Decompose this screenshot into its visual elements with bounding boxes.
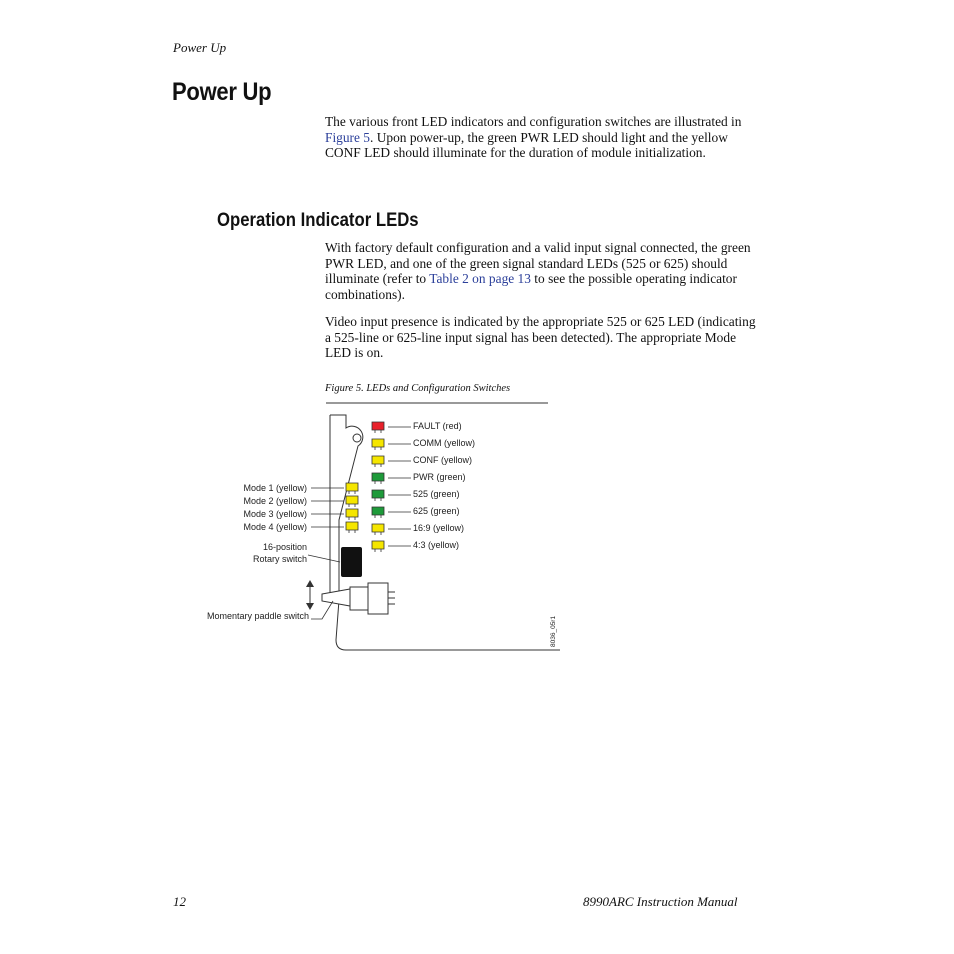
- led-label: 4:3 (yellow): [413, 540, 460, 550]
- figure-5-link[interactable]: Figure 5: [325, 129, 371, 145]
- led-7-icon: [372, 524, 384, 535]
- led-label: 525 (green): [413, 489, 460, 499]
- mode-label: Mode 3 (yellow): [243, 509, 307, 519]
- subsection-title: Operation Indicator LEDs: [217, 210, 419, 231]
- led-label: FAULT (red): [413, 421, 462, 431]
- led-1-icon: [372, 422, 384, 433]
- mounting-hole: [353, 434, 361, 442]
- paddle-switch[interactable]: [322, 583, 395, 614]
- paddle-label: Momentary paddle switch: [206, 611, 309, 621]
- led-4-icon: [372, 473, 384, 484]
- led-label: 625 (green): [413, 506, 460, 516]
- right-led-group: [372, 421, 475, 552]
- led-label: COMM (yellow): [413, 438, 475, 448]
- video-presence-paragraph: Video input presence is indicated by the appropriate 525 or 625 LED (indicating a 525-line or 625-line input signal has been detected). The appropriate Mode LED is on.: [325, 314, 756, 361]
- page-number: 12: [173, 894, 186, 909]
- section-title: Power Up: [172, 78, 272, 106]
- rotary-label-line2: Rotary switch: [252, 554, 307, 564]
- paddle-leader: [311, 601, 333, 619]
- intro-text-2: . Upon power-up, the green PWR LED should light and the yellow CONF LED should illuminate for the duration of module initialization.: [325, 129, 728, 161]
- manual-title: 8990ARC Instruction Manual: [583, 894, 738, 909]
- figure-id: 8036_05r1: [550, 615, 557, 647]
- rotary-leader: [308, 555, 340, 562]
- led-label: 16:9 (yellow): [413, 523, 465, 533]
- left-led-group: [243, 483, 358, 533]
- led-2-icon: [372, 439, 384, 450]
- led-label: CONF (yellow): [413, 455, 473, 465]
- table-2-link[interactable]: Table 2 on page 13: [429, 271, 531, 287]
- mode-label: Mode 2 (yellow): [243, 496, 307, 506]
- mode-led-1-icon: [346, 483, 358, 494]
- led-8-icon: [372, 541, 384, 552]
- mode-label: Mode 4 (yellow): [243, 522, 307, 532]
- led-label: PWR (green): [413, 472, 466, 482]
- operation-text-1: With factory default configuration and a valid input signal connected, the green PWR LED, and one of the green signal standard LEDs (525 or 625) should illuminate (refer to: [325, 240, 751, 287]
- mode-led-2-icon: [346, 496, 358, 507]
- rotary-label-line1: 16-position: [262, 542, 307, 552]
- mode-led-4-icon: [346, 522, 358, 533]
- rotary-switch[interactable]: [341, 547, 362, 577]
- figure-caption: Figure 5. LEDs and Configuration Switches: [325, 383, 511, 394]
- led-6-icon: [372, 507, 384, 518]
- double-arrow-icon: [306, 580, 314, 610]
- mode-led-3-icon: [346, 509, 358, 520]
- led-5-icon: [372, 490, 384, 501]
- intro-text-1: The various front LED indicators and configuration switches are illustrated in: [325, 114, 742, 129]
- operation-text-2: to see the possible operating indicator combinations).: [325, 271, 737, 302]
- running-header: Power Up: [173, 40, 227, 55]
- mode-label: Mode 1 (yellow): [243, 483, 307, 493]
- led-3-icon: [372, 456, 384, 467]
